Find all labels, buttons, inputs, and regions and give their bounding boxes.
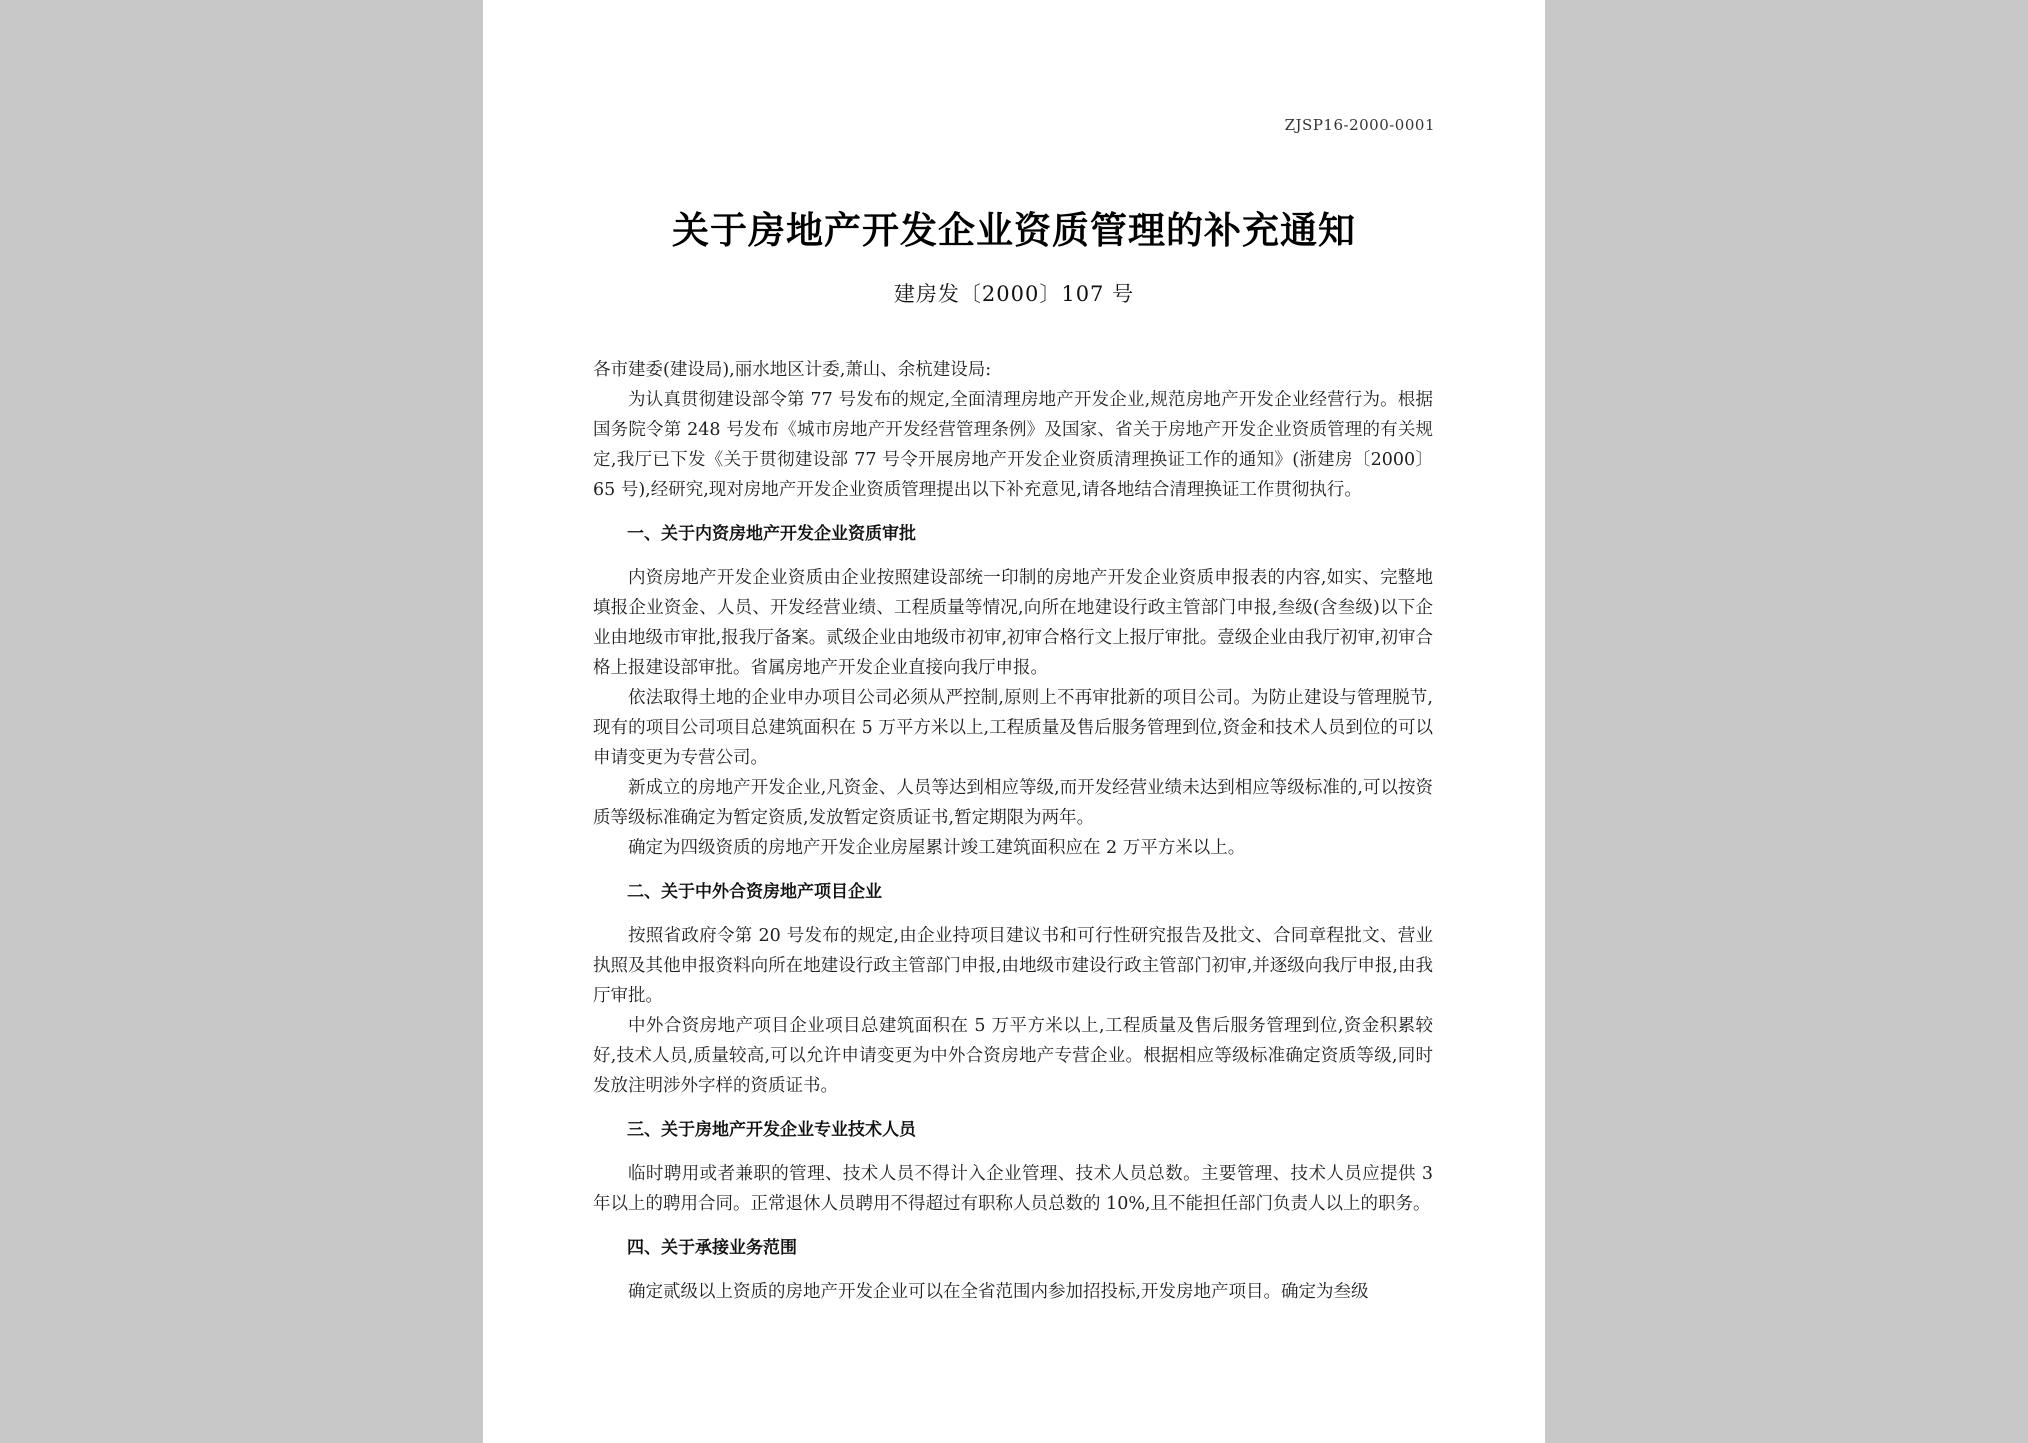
salutation: 各市建委(建设局),丽水地区计委,萧山、余杭建设局: [593, 360, 992, 380]
section-1-paragraph-2: 依法取得土地的企业申办项目公司必须从严控制,原则上不再审批新的项目公司。为防止建设与管理脱节,现有的项目公司项目总建筑面积在 5 万平方米以上,工程质量及售后服务管理到位,资金和技术人员到位的可以申请变更为专营公司。 [593, 688, 1433, 768]
document-number: 建房发〔2000〕107 号 [893, 282, 1135, 306]
section-1-paragraph-3: 新成立的房地产开发企业,凡资金、人员等达到相应等级,而开发经营业绩未达到相应等级标准的,可以按资质等级标准确定为暂定资质,发放暂定资质证书,暂定期限为两年。 [593, 778, 1433, 828]
document-code: ZJSP16-2000-0001 [1284, 116, 1435, 134]
document-body [593, 355, 1433, 1307]
section-2-paragraph-1: 按照省政府令第 20 号发布的规定,由企业持项目建议书和可行性研究报告及批文、合同章程批文、营业执照及其他申报资料向所在地建设行政主管部门申报,由地级市建设行政主管部门初审,并逐级向我厅申报,由我厅审批。 [593, 926, 1433, 1006]
document-title: 关于房地产开发企业资质管理的补充通知 [672, 208, 1356, 252]
section-3-paragraph-1: 临时聘用或者兼职的管理、技术人员不得计入企业管理、技术人员总数。主要管理、技术人员应提供 3 年以上的聘用合同。正常退休人员聘用不得超过有职称人员总数的 10%,且不能担任部门负责人以上的职务。 [593, 1164, 1433, 1214]
section-heading-2: 二、关于中外合资房地产项目企业 [627, 882, 882, 902]
section-4-paragraph-1: 确定贰级以上资质的房地产开发企业可以在全省范围内参加招投标,开发房地产项目。确定为叁级 [628, 1282, 1369, 1302]
intro-paragraph: 为认真贯彻建设部令第 77 号发布的规定,全面清理房地产开发企业,规范房地产开发企业经营行为。根据国务院令第 248 号发布《城市房地产开发经营管理条例》及国家、省关于房地产开发企业资质管理的有关规定,我厅已下发《关于贯彻建设部 77 号令开展房地产开发企业资质清理换证工作的通知》(浙建房〔2000〕65 号),经研究,现对房地产开发企业资质管理提出以下补充意见,请各地结合清理换证工作贯彻执行。 [593, 390, 1433, 500]
section-1-paragraph-4: 确定为四级资质的房地产开发企业房屋累计竣工建筑面积应在 2 万平方米以上。 [628, 838, 1246, 858]
document-page [483, 0, 1545, 1443]
section-heading-1: 一、关于内资房地产开发企业资质审批 [627, 524, 916, 544]
section-heading-3: 三、关于房地产开发企业专业技术人员 [627, 1120, 916, 1140]
section-heading-4: 四、关于承接业务范围 [627, 1238, 797, 1258]
section-1-paragraph-1: 内资房地产开发企业资质由企业按照建设部统一印制的房地产开发企业资质申报表的内容,如实、完整地填报企业资金、人员、开发经营业绩、工程质量等情况,向所在地建设行政主管部门申报,叁级(含叁级)以下企业由地级市审批,报我厅备案。贰级企业由地级市初审,初审合格行文上报厅审批。壹级企业由我厅初审,初审合格上报建设部审批。省属房地产开发企业直接向我厅申报。 [593, 568, 1433, 678]
section-2-paragraph-2: 中外合资房地产项目企业项目总建筑面积在 5 万平方米以上,工程质量及售后服务管理到位,资金积累较好,技术人员,质量较高,可以允许申请变更为中外合资房地产专营企业。根据相应等级标准确定资质等级,同时发放注明涉外字样的资质证书。 [593, 1016, 1433, 1096]
